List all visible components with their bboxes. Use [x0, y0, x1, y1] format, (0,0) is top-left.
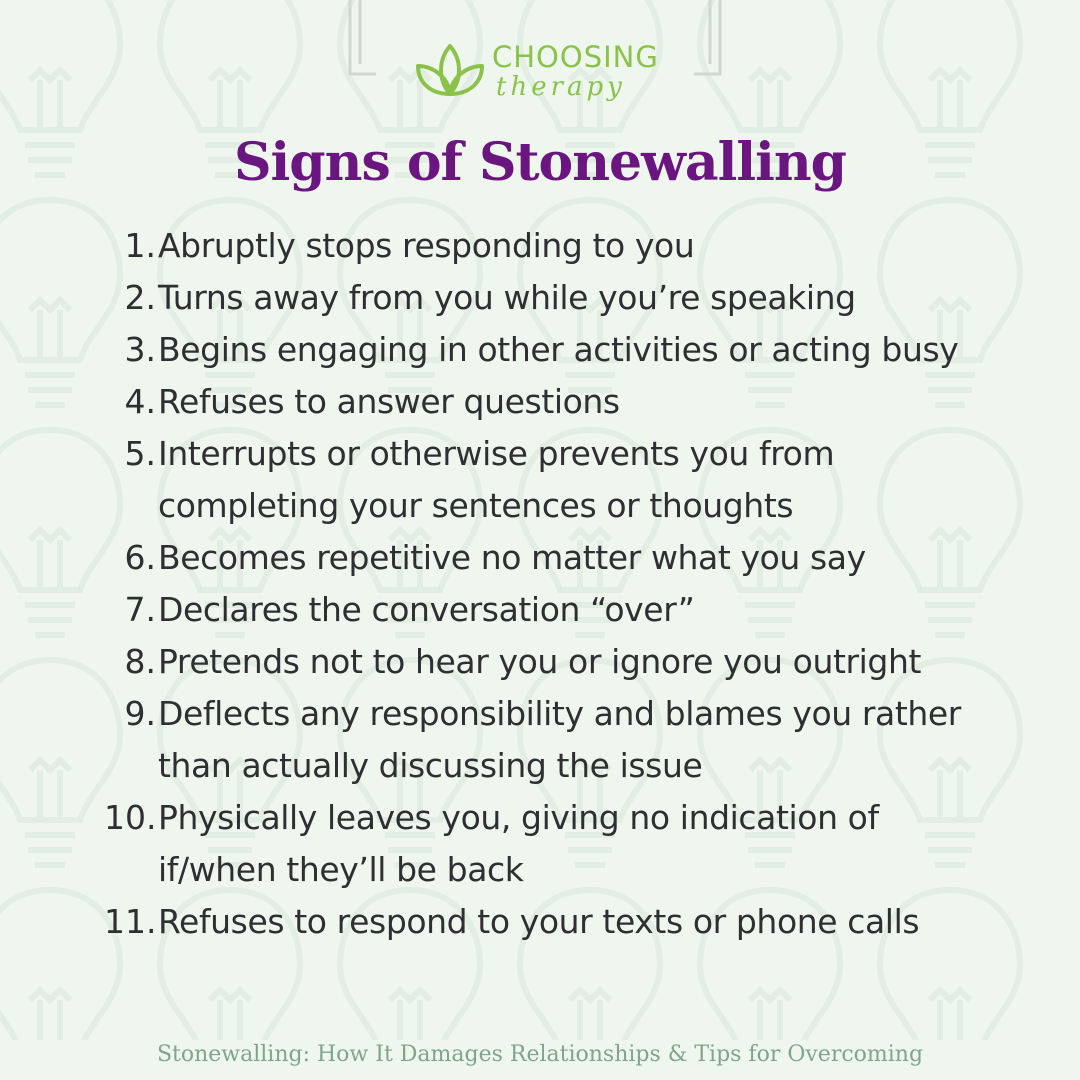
- logo-script-text: therapy: [496, 72, 626, 102]
- item-text: Turns away from you while you’re speaking: [158, 278, 856, 317]
- list-item: [104, 324, 1004, 376]
- list-item: [104, 792, 1004, 896]
- item-text: Abruptly stops responding to you: [158, 226, 695, 265]
- item-text: Deflects any responsibility and blames you rather than actually discussing the issue: [158, 694, 961, 785]
- item-text: Physically leaves you, giving no indication of if/when they’ll be back: [158, 798, 879, 889]
- choosing-therapy-logo: [414, 38, 674, 102]
- item-number: 7.: [124, 590, 156, 629]
- item-number: 10.: [104, 798, 157, 837]
- item-text: Interrupts or otherwise prevents you from completing your sentences or thoughts: [158, 434, 835, 525]
- list-item: [104, 896, 1004, 948]
- list-item: [104, 584, 1004, 636]
- list-item: [104, 220, 1004, 272]
- item-text: Becomes repetitive no matter what you say: [158, 538, 866, 577]
- item-text: Pretends not to hear you or ignore you outright: [158, 642, 922, 681]
- item-text: Begins engaging in other activities or acting busy: [158, 330, 959, 369]
- item-number: 2.: [124, 278, 156, 317]
- list-item: [104, 688, 1004, 792]
- page-title: Signs of Stonewalling: [233, 132, 847, 193]
- list-item: [104, 428, 1004, 532]
- signs-list: [104, 220, 1004, 948]
- item-number: 1.: [124, 226, 156, 265]
- list-item: [104, 272, 1004, 324]
- list-item: [104, 376, 1004, 428]
- item-number: 9.: [124, 694, 156, 733]
- logo-wordmark: CHOOSING: [492, 40, 659, 74]
- item-number: 4.: [124, 382, 156, 421]
- list-item: [104, 532, 1004, 584]
- item-number: 8.: [124, 642, 156, 681]
- item-number: 3.: [124, 330, 156, 369]
- list-item: [104, 636, 1004, 688]
- item-text: Refuses to respond to your texts or phone calls: [158, 902, 920, 941]
- item-number: 5.: [124, 434, 156, 473]
- lotus-leaf-icon: [414, 40, 486, 98]
- article-title-footer: Stonewalling: How It Damages Relationships & Tips for Overcoming: [156, 1042, 924, 1067]
- item-number: 6.: [124, 538, 156, 577]
- item-text: Declares the conversation “over”: [158, 590, 695, 629]
- item-number: 11.: [104, 902, 157, 941]
- item-text: Refuses to answer questions: [158, 382, 620, 421]
